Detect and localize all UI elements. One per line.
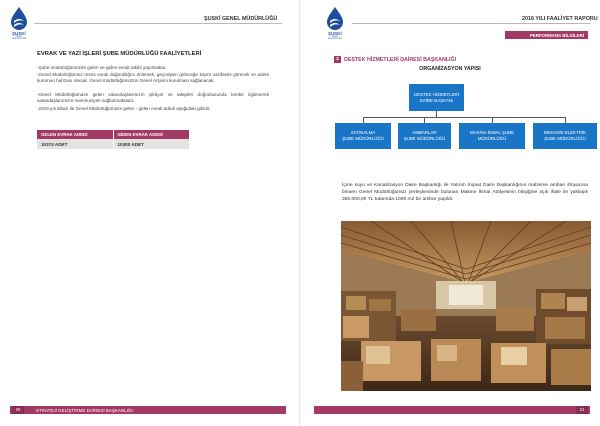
document-count-table — [37, 130, 189, 149]
org-box-machine-supply — [459, 123, 525, 149]
org-box-line: ŞUBE MÜDÜRLÜĞÜ — [403, 136, 446, 141]
org-connector-horizontal — [363, 117, 565, 118]
org-root-line-1: DESTEK HİZMETLERİ — [414, 91, 459, 97]
logo-subtitle: GENEL MÜDÜRLÜĞÜ — [327, 36, 343, 40]
header-outgoing: GİDEN EVRAK ADEDİ — [113, 130, 190, 139]
page-number: 20 — [12, 406, 24, 414]
warehouse-photo — [341, 221, 591, 391]
org-box-line: MEKANİK ELEKTRİK — [543, 130, 587, 136]
org-box-line: MAKİNA İKMAL ŞUBE — [470, 130, 514, 136]
warehouse-interior-image — [341, 221, 591, 391]
header-title: ŞUSKİ GENEL MÜDÜRLÜĞÜ — [204, 16, 278, 22]
page-number: 21 — [576, 406, 588, 414]
paragraph-4: -2016 yılı itibarı ile Genel Müdürlüğümüze gelen - giden evrak adedi aşağıdaki gibidir. — [37, 106, 211, 111]
footer-text: STRATEJİ GELİŞTİRME DAİRESİ BAŞKANLIĞI — [36, 407, 133, 413]
org-box-line: ŞUBE MÜDÜRLÜĞÜ — [544, 136, 586, 141]
org-box-line: MÜDÜRLÜĞÜ — [477, 136, 507, 141]
table-row — [37, 139, 189, 149]
header-title: 2016 YILI FAALİYET RAPORU — [522, 16, 598, 22]
org-box-line: ŞUBE MÜDÜRLÜĞÜ — [342, 136, 384, 141]
org-box-purchasing — [335, 123, 391, 149]
logo-subtitle: GENEL MÜDÜRLÜĞÜ — [11, 36, 27, 40]
paragraph-2: -Genel Müdürlüğümüz resmi evrak dağınıklığını önlemek, geçmişten geleceğe köprü vazifesini görecek ve adete kurumun hafızası olacak. Genel müdürlüğümüzün Genel Arşivini kurulması sağlanacak. — [37, 72, 269, 84]
org-box-line: AMBARLAR — [412, 130, 437, 136]
header-rule — [352, 23, 590, 24]
org-box-line: SATINALMA — [350, 130, 376, 136]
water-drop-logo-icon — [324, 6, 346, 30]
right-page — [300, 0, 600, 426]
warehouse-paragraph: İçme suyu ve Kanalizasyon Daire Başkanlığı ile Yatırım İnşaat Daire Başkanlığının malzeme ambarı ihtiyacına binaen Genel Müdürlüğümüz yerleşkesinde bulunan Makine İkmal Atölyesinin bitişiğine açık ihale ile yaklaşık 350.000,00 TL tutarında 1000 m2 bir ambar yapıldı. — [342, 183, 588, 202]
logo-name: ŞUSKİ — [12, 31, 26, 36]
section-number-badge: 2 — [334, 56, 341, 63]
org-root-box — [409, 84, 464, 111]
suski-logo-right — [324, 6, 346, 40]
paragraph-3: -Genel Müdürlüğümüze gelen vatandaşlarımızın şikâyet ve talepleri doğrultusunda birebir ilgilenerek vatandaşlarımızın memnuniyeti sağlanmaktadır. — [37, 92, 269, 104]
section-title: EVRAK VE YAZI İŞLERİ ŞUBE MÜDÜRLÜĞÜ FAALİYETLERİ — [37, 51, 202, 57]
org-box-warehouses — [398, 123, 451, 149]
header-rule — [34, 23, 282, 24]
performance-label: PERFORMANS BİLGİLERİ — [529, 32, 584, 38]
header-incoming: GELEN EVRAK ADEDİ — [37, 130, 113, 139]
department-title: DESTEK HİZMETLERİ DAİRESİ BAŞKANLIĞI — [344, 57, 457, 63]
paragraph-1: -Şube müdürlüğümüzde gelen ve giden evrak takibi yapılmakta. — [37, 65, 167, 70]
org-root-line-2: DAİRE BAŞKANI — [419, 97, 454, 103]
performance-band — [505, 31, 588, 39]
table-header-row — [37, 130, 189, 139]
org-box-mechanical-electrical — [533, 123, 597, 149]
water-drop-logo-icon — [8, 6, 30, 30]
footer-bar-right — [314, 406, 590, 414]
outgoing-count: 10300 ADET — [113, 139, 190, 149]
footer-bar — [10, 406, 286, 414]
org-chart-title: ORGANİZASYON YAPISI — [419, 66, 481, 72]
incoming-count: 10374 ADET — [41, 142, 68, 147]
suski-logo — [8, 6, 30, 40]
logo-name: ŞUSKİ — [328, 31, 342, 36]
